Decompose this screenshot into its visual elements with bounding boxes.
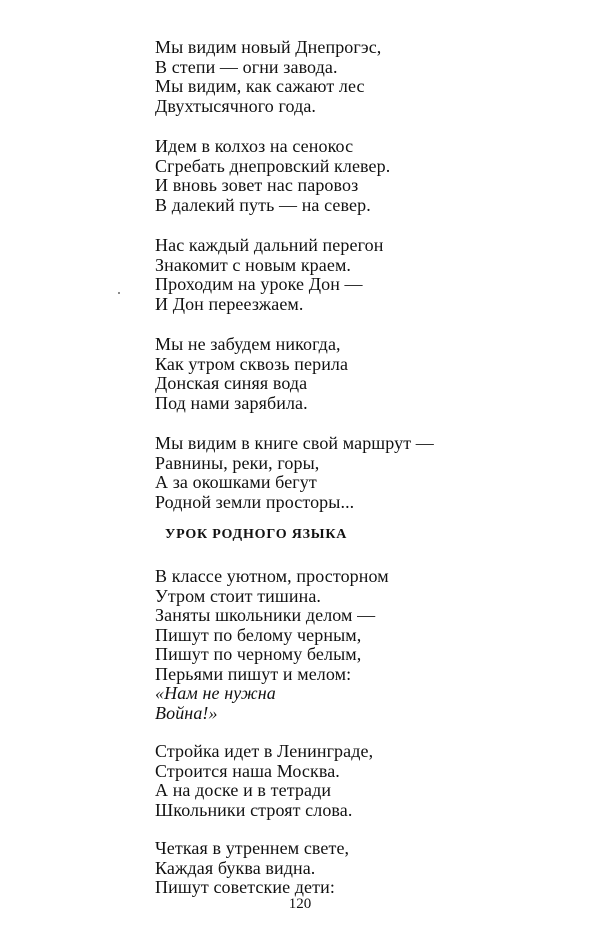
stanza-quote bbox=[155, 684, 575, 723]
poem-line-quote: «Нам не нужна bbox=[155, 683, 276, 703]
poem-line: А за окошками бегут bbox=[155, 472, 317, 492]
poem-first bbox=[155, 38, 575, 533]
poem-line: Четкая в утреннем свете, bbox=[155, 838, 350, 858]
stanza bbox=[155, 742, 575, 820]
poem-line: И вновь зовет нас паровоз bbox=[155, 175, 359, 195]
stanza bbox=[155, 434, 575, 512]
poem-line: Родной земли просторы... bbox=[155, 491, 355, 512]
poem-line: А на доске и в тетради bbox=[155, 780, 332, 800]
poem-line: Сгребать днепровский клевер. bbox=[155, 155, 391, 176]
poem-line: Донская синяя вода bbox=[155, 373, 308, 393]
poem-line: Двухтысячного года. bbox=[155, 95, 317, 116]
poem-line: Нас каждый дальний перегон bbox=[155, 235, 384, 255]
poem-line-quote: Война!» bbox=[155, 702, 218, 723]
poem-line: Строится наша Москва. bbox=[155, 760, 340, 781]
poem-line: Мы видим новый Днепрогэс, bbox=[155, 37, 382, 57]
stanza bbox=[155, 38, 575, 116]
stanza bbox=[155, 137, 575, 215]
poem-line: И Дон переезжаем. bbox=[155, 293, 304, 314]
poem-line: Заняты школьники делом — bbox=[155, 605, 376, 625]
stanza bbox=[155, 567, 575, 684]
section-title: УРОК РОДНОГО ЯЗЫКА bbox=[165, 527, 348, 542]
poem-line: Перьями пишут и мелом: bbox=[155, 663, 352, 684]
poem-line: Мы не забудем никогда, bbox=[155, 334, 341, 354]
poem-line: Пишут по черному белым, bbox=[155, 644, 362, 664]
page-number: 120 bbox=[288, 896, 312, 912]
stanza bbox=[155, 236, 575, 314]
poem-line: Стройка идет в Ленинграде, bbox=[155, 741, 374, 761]
poem-line: Утром стоит тишина. bbox=[155, 585, 322, 606]
poem-line: Знакомит с новым краем. bbox=[155, 254, 352, 275]
stanza bbox=[155, 335, 575, 413]
poem-line: Мы видим, как сажают лес bbox=[155, 76, 365, 96]
poem-line: Под нами зарябила. bbox=[155, 392, 308, 413]
stanza bbox=[155, 839, 575, 898]
poem-second bbox=[155, 567, 575, 917]
poem-line: Идем в колхоз на сенокос bbox=[155, 136, 354, 156]
poem-line: Мы видим в книге свой маршрут — bbox=[155, 433, 434, 453]
poem-line: Как утром сквозь перила bbox=[155, 353, 349, 374]
poem-line: В степи — огни завода. bbox=[155, 56, 338, 77]
poem-line: Равнины, реки, горы, bbox=[155, 452, 320, 473]
poem-line: Каждая буква видна. bbox=[155, 857, 316, 878]
poem-line: Пишут по белому черным, bbox=[155, 624, 362, 645]
print-speck bbox=[118, 292, 120, 294]
poem-line: Проходим на уроке Дон — bbox=[155, 274, 363, 294]
poem-line: В классе уютном, просторном bbox=[155, 566, 389, 586]
poem-line: Школьники строят слова. bbox=[155, 799, 353, 820]
poem-line: В далекий путь — на север. bbox=[155, 194, 371, 215]
poem-line: Пишут советские дети: bbox=[155, 877, 335, 897]
